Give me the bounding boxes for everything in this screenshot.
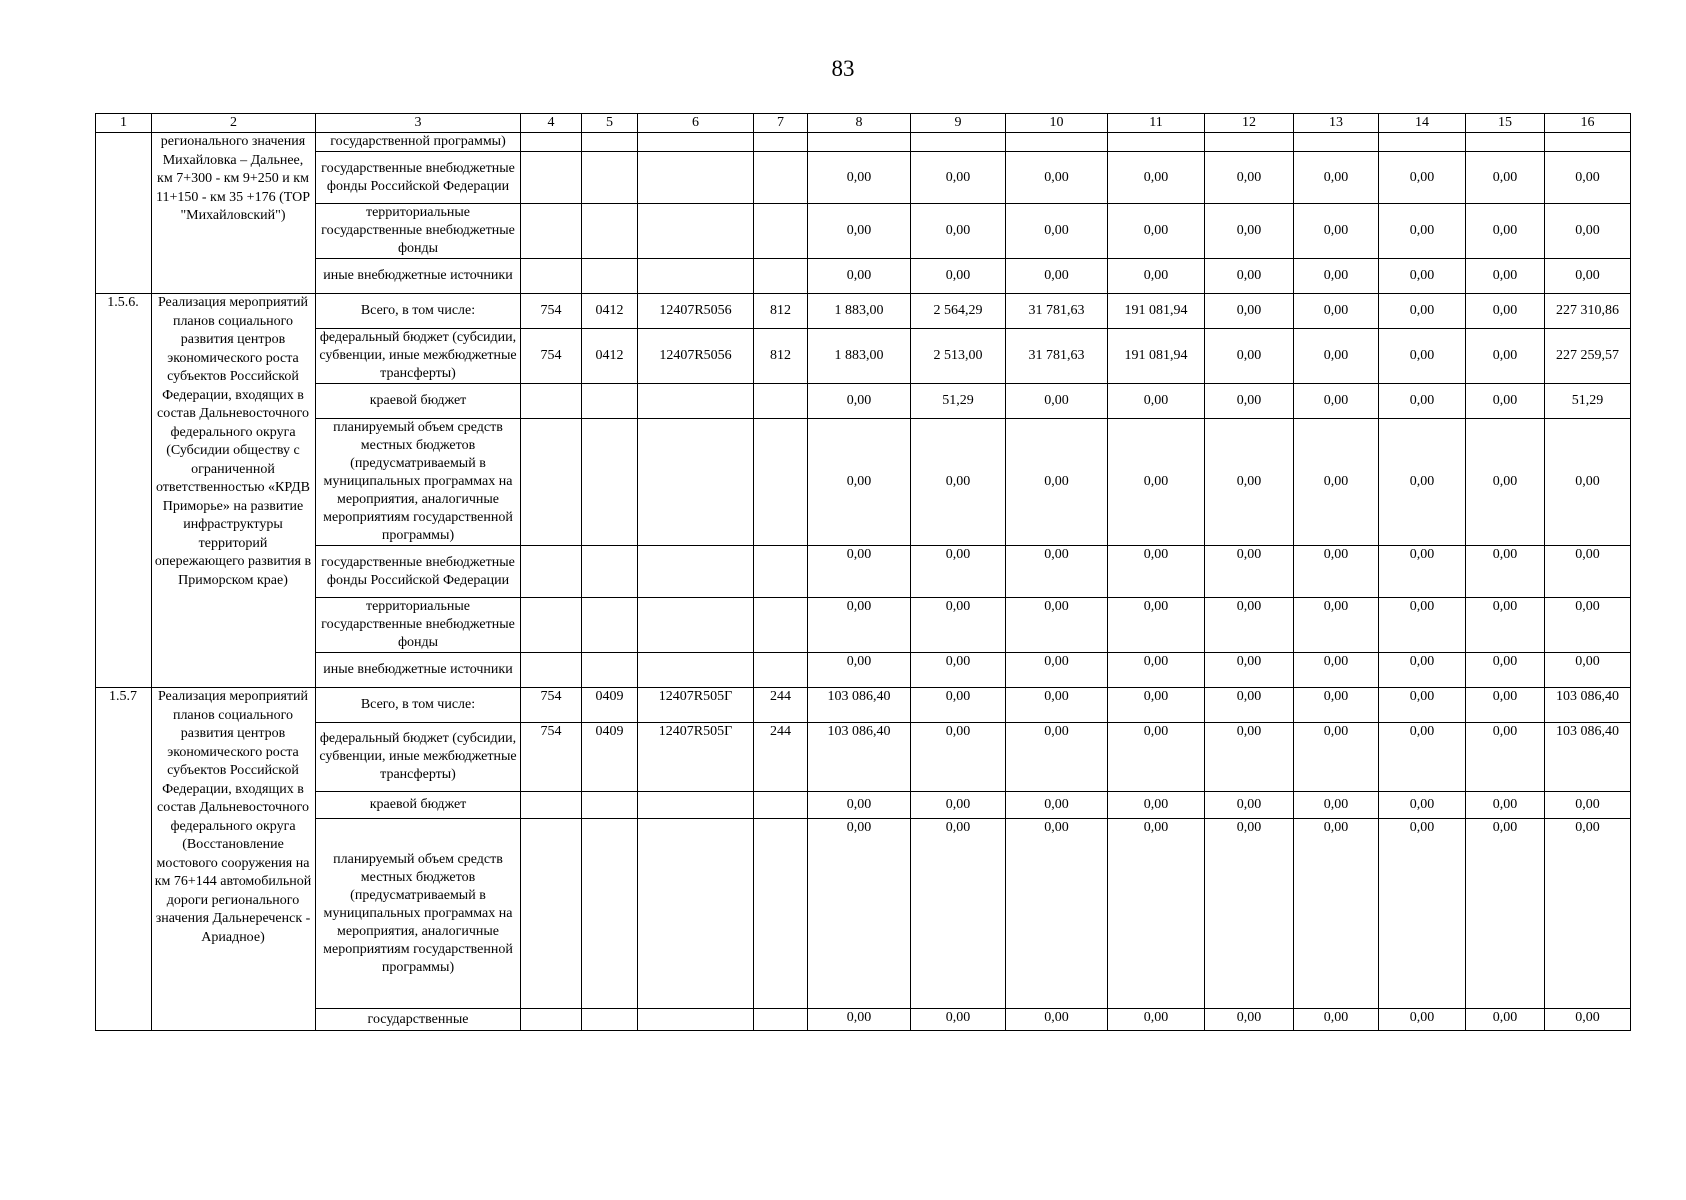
- amount-cell: 0,00: [911, 152, 1006, 204]
- column-number-cell: 11: [1108, 114, 1205, 133]
- section-code: [582, 133, 638, 152]
- target-article-code: [638, 259, 754, 294]
- funding-source: государственные: [316, 1009, 521, 1031]
- amount-cell: 227 310,86: [1545, 294, 1631, 329]
- amount-cell: 0,00: [911, 819, 1006, 1009]
- amount-cell: 0,00: [1006, 653, 1108, 688]
- section-code: [582, 1009, 638, 1031]
- amount-cell: 0,00: [1379, 688, 1466, 723]
- column-number-cell: 7: [754, 114, 808, 133]
- target-article-code: 12407R5056: [638, 294, 754, 329]
- section-code: [582, 546, 638, 598]
- amount-cell: 191 081,94: [1108, 329, 1205, 384]
- amount-cell: [1379, 133, 1466, 152]
- amount-cell: 0,00: [911, 792, 1006, 819]
- amount-cell: [1466, 133, 1545, 152]
- amount-cell: 0,00: [1205, 1009, 1294, 1031]
- amount-cell: 0,00: [1294, 653, 1379, 688]
- table-row: [96, 1009, 1631, 1031]
- section-code: [582, 152, 638, 204]
- amount-cell: 0,00: [808, 598, 911, 653]
- expense-type-code: [754, 259, 808, 294]
- amount-cell: 103 086,40: [808, 688, 911, 723]
- amount-cell: 0,00: [1466, 598, 1545, 653]
- amount-cell: 0,00: [1108, 688, 1205, 723]
- amount-cell: 0,00: [911, 204, 1006, 259]
- column-number-cell: 13: [1294, 114, 1379, 133]
- section-code: 0412: [582, 294, 638, 329]
- grbs-code: 754: [521, 329, 582, 384]
- amount-cell: 0,00: [911, 259, 1006, 294]
- table-row: [96, 653, 1631, 688]
- grbs-code: [521, 598, 582, 653]
- amount-cell: 0,00: [1379, 294, 1466, 329]
- column-number-row: [96, 114, 1631, 133]
- funding-source: планируемый объем средств местных бюджетов (предусматриваемый в муниципальных программах на мероприятия, аналогичные мероприятиям государственной программы): [316, 819, 521, 1009]
- amount-cell: 0,00: [1205, 204, 1294, 259]
- expense-type-code: [754, 819, 808, 1009]
- funding-source: государственные внебюджетные фонды Российской Федерации: [316, 546, 521, 598]
- amount-cell: 0,00: [1108, 419, 1205, 546]
- column-number-cell: 9: [911, 114, 1006, 133]
- amount-cell: 0,00: [808, 152, 911, 204]
- amount-cell: 0,00: [808, 653, 911, 688]
- amount-cell: 103 086,40: [1545, 688, 1631, 723]
- amount-cell: 1 883,00: [808, 329, 911, 384]
- amount-cell: 0,00: [1294, 792, 1379, 819]
- amount-cell: 0,00: [1205, 723, 1294, 792]
- table-row: [96, 384, 1631, 419]
- table-row: [96, 598, 1631, 653]
- amount-cell: 0,00: [1466, 819, 1545, 1009]
- amount-cell: [1108, 133, 1205, 152]
- amount-cell: 0,00: [808, 1009, 911, 1031]
- amount-cell: 0,00: [808, 419, 911, 546]
- amount-cell: 0,00: [1205, 152, 1294, 204]
- amount-cell: 0,00: [1545, 152, 1631, 204]
- expense-type-code: [754, 1009, 808, 1031]
- amount-cell: [1545, 133, 1631, 152]
- grbs-code: [521, 819, 582, 1009]
- amount-cell: 0,00: [1379, 723, 1466, 792]
- amount-cell: 0,00: [1205, 819, 1294, 1009]
- amount-cell: 0,00: [1205, 259, 1294, 294]
- expense-type-code: 244: [754, 688, 808, 723]
- amount-cell: 0,00: [1108, 598, 1205, 653]
- column-number-cell: 12: [1205, 114, 1294, 133]
- amount-cell: 0,00: [1545, 819, 1631, 1009]
- amount-cell: 0,00: [1379, 204, 1466, 259]
- amount-cell: 0,00: [1294, 546, 1379, 598]
- target-article-code: [638, 133, 754, 152]
- amount-cell: 0,00: [911, 419, 1006, 546]
- funding-source: планируемый объем средств местных бюджетов (предусматриваемый в муниципальных программах на мероприятия, аналогичные мероприятиям государственной программы): [316, 419, 521, 546]
- amount-cell: 0,00: [1205, 598, 1294, 653]
- amount-cell: 0,00: [1294, 819, 1379, 1009]
- funding-source: краевой бюджет: [316, 384, 521, 419]
- column-number-cell: 16: [1545, 114, 1631, 133]
- amount-cell: 0,00: [1545, 546, 1631, 598]
- grbs-code: 754: [521, 294, 582, 329]
- section-code: [582, 598, 638, 653]
- amount-cell: 0,00: [1294, 419, 1379, 546]
- amount-cell: 0,00: [1108, 792, 1205, 819]
- section-code: [582, 259, 638, 294]
- amount-cell: 0,00: [1006, 546, 1108, 598]
- amount-cell: 0,00: [1379, 329, 1466, 384]
- amount-cell: 0,00: [1545, 259, 1631, 294]
- item-number: [96, 133, 152, 294]
- amount-cell: 0,00: [1379, 819, 1466, 1009]
- amount-cell: 0,00: [911, 1009, 1006, 1031]
- column-number-cell: 5: [582, 114, 638, 133]
- expense-type-code: [754, 152, 808, 204]
- amount-cell: 0,00: [1379, 598, 1466, 653]
- amount-cell: 0,00: [1006, 1009, 1108, 1031]
- table-row: [96, 133, 1631, 152]
- grbs-code: [521, 384, 582, 419]
- section-code: 0409: [582, 688, 638, 723]
- amount-cell: [1006, 133, 1108, 152]
- amount-cell: 0,00: [1205, 419, 1294, 546]
- table-row: [96, 546, 1631, 598]
- amount-cell: 0,00: [1108, 653, 1205, 688]
- target-article-code: 12407R505Г: [638, 723, 754, 792]
- amount-cell: 0,00: [1006, 598, 1108, 653]
- section-code: [582, 204, 638, 259]
- amount-cell: 2 564,29: [911, 294, 1006, 329]
- amount-cell: 0,00: [1545, 1009, 1631, 1031]
- amount-cell: 51,29: [911, 384, 1006, 419]
- funding-source: иные внебюджетные источники: [316, 653, 521, 688]
- target-article-code: [638, 419, 754, 546]
- amount-cell: 0,00: [1466, 204, 1545, 259]
- amount-cell: 0,00: [1205, 688, 1294, 723]
- amount-cell: 0,00: [1294, 294, 1379, 329]
- amount-cell: [1294, 133, 1379, 152]
- target-article-code: [638, 1009, 754, 1031]
- item-name: регионального значения Михайловка – Дальнее, км 7+300 - км 9+250 и км 11+150 - км 35 +176 (ТОР "Михайловский"): [152, 133, 316, 294]
- funding-source: государственной программы): [316, 133, 521, 152]
- amount-cell: 0,00: [1006, 259, 1108, 294]
- column-number-cell: 14: [1379, 114, 1466, 133]
- amount-cell: 0,00: [1466, 419, 1545, 546]
- amount-cell: 0,00: [808, 792, 911, 819]
- amount-cell: 0,00: [808, 384, 911, 419]
- column-number-cell: 6: [638, 114, 754, 133]
- expense-type-code: [754, 204, 808, 259]
- section-code: [582, 792, 638, 819]
- grbs-code: [521, 546, 582, 598]
- grbs-code: [521, 1009, 582, 1031]
- amount-cell: 0,00: [1545, 204, 1631, 259]
- amount-cell: 0,00: [1466, 152, 1545, 204]
- amount-cell: 0,00: [1466, 259, 1545, 294]
- amount-cell: 1 883,00: [808, 294, 911, 329]
- amount-cell: 0,00: [1379, 384, 1466, 419]
- amount-cell: 0,00: [808, 546, 911, 598]
- amount-cell: 0,00: [808, 819, 911, 1009]
- amount-cell: [808, 133, 911, 152]
- amount-cell: 0,00: [1108, 723, 1205, 792]
- item-name: Реализация мероприятий планов социального развития центров экономического роста субъектов Российской Федерации, входящих в состав Дальневосточного федерального округа (Восстановление мостового сооружения на км 76+144 автомобильной дороги регионального значения Дальнереченск - Ариадное): [152, 688, 316, 1031]
- table-row: [96, 204, 1631, 259]
- amount-cell: 0,00: [1108, 152, 1205, 204]
- amount-cell: 0,00: [1205, 653, 1294, 688]
- expense-type-code: 812: [754, 294, 808, 329]
- funding-source: территориальные государственные внебюджетные фонды: [316, 598, 521, 653]
- amount-cell: 0,00: [1006, 204, 1108, 259]
- target-article-code: [638, 653, 754, 688]
- target-article-code: [638, 819, 754, 1009]
- column-number-cell: 4: [521, 114, 582, 133]
- target-article-code: [638, 546, 754, 598]
- expense-type-code: [754, 419, 808, 546]
- expense-type-code: [754, 792, 808, 819]
- item-number: 1.5.7: [96, 688, 152, 1031]
- amount-cell: 0,00: [1466, 723, 1545, 792]
- amount-cell: 0,00: [1294, 259, 1379, 294]
- target-article-code: 12407R505Г: [638, 688, 754, 723]
- table-row: [96, 723, 1631, 792]
- grbs-code: [521, 653, 582, 688]
- amount-cell: 0,00: [1006, 688, 1108, 723]
- grbs-code: [521, 792, 582, 819]
- expense-type-code: [754, 653, 808, 688]
- amount-cell: 0,00: [1006, 819, 1108, 1009]
- amount-cell: 0,00: [1545, 653, 1631, 688]
- table-row: [96, 259, 1631, 294]
- page-number: 83: [831, 56, 855, 81]
- amount-cell: 0,00: [1379, 152, 1466, 204]
- table-row: [96, 419, 1631, 546]
- amount-cell: 2 513,00: [911, 329, 1006, 384]
- amount-cell: 0,00: [911, 598, 1006, 653]
- amount-cell: 0,00: [1294, 204, 1379, 259]
- amount-cell: 0,00: [1205, 294, 1294, 329]
- amount-cell: 0,00: [1108, 384, 1205, 419]
- amount-cell: 191 081,94: [1108, 294, 1205, 329]
- section-code: 0412: [582, 329, 638, 384]
- table-row: [96, 792, 1631, 819]
- target-article-code: [638, 384, 754, 419]
- expense-type-code: [754, 133, 808, 152]
- section-code: [582, 384, 638, 419]
- amount-cell: 0,00: [1006, 384, 1108, 419]
- amount-cell: 0,00: [1294, 329, 1379, 384]
- expense-type-code: 812: [754, 329, 808, 384]
- amount-cell: 0,00: [1294, 688, 1379, 723]
- table-row: [96, 819, 1631, 1009]
- expense-type-code: [754, 384, 808, 419]
- column-number-cell: 15: [1466, 114, 1545, 133]
- funding-source: Всего, в том числе:: [316, 688, 521, 723]
- expense-type-code: 244: [754, 723, 808, 792]
- amount-cell: 0,00: [1006, 792, 1108, 819]
- amount-cell: 0,00: [1466, 384, 1545, 419]
- amount-cell: 0,00: [1294, 1009, 1379, 1031]
- target-article-code: [638, 792, 754, 819]
- amount-cell: 0,00: [1108, 204, 1205, 259]
- amount-cell: 0,00: [1294, 384, 1379, 419]
- column-number-cell: 10: [1006, 114, 1108, 133]
- amount-cell: 31 781,63: [1006, 294, 1108, 329]
- target-article-code: [638, 204, 754, 259]
- section-code: 0409: [582, 723, 638, 792]
- item-number: 1.5.6.: [96, 294, 152, 688]
- grbs-code: [521, 152, 582, 204]
- grbs-code: 754: [521, 723, 582, 792]
- funding-source: федеральный бюджет (субсидии, субвенции, иные межбюджетные трансферты): [316, 723, 521, 792]
- column-number-cell: 1: [96, 114, 152, 133]
- expense-type-code: [754, 546, 808, 598]
- amount-cell: 0,00: [1294, 723, 1379, 792]
- funding-source: территориальные государственные внебюджетные фонды: [316, 204, 521, 259]
- amount-cell: [1205, 133, 1294, 152]
- amount-cell: 0,00: [1466, 294, 1545, 329]
- amount-cell: 0,00: [1006, 152, 1108, 204]
- amount-cell: 0,00: [911, 723, 1006, 792]
- amount-cell: 31 781,63: [1006, 329, 1108, 384]
- amount-cell: 103 086,40: [808, 723, 911, 792]
- grbs-code: 754: [521, 688, 582, 723]
- column-number-cell: 8: [808, 114, 911, 133]
- table-body: [96, 114, 1631, 1031]
- expense-type-code: [754, 598, 808, 653]
- amount-cell: 0,00: [1379, 419, 1466, 546]
- amount-cell: 0,00: [1379, 546, 1466, 598]
- amount-cell: 0,00: [1545, 419, 1631, 546]
- table-row: [96, 329, 1631, 384]
- amount-cell: 0,00: [1466, 329, 1545, 384]
- amount-cell: 0,00: [808, 204, 911, 259]
- amount-cell: 0,00: [1545, 598, 1631, 653]
- amount-cell: 0,00: [911, 653, 1006, 688]
- funding-source: краевой бюджет: [316, 792, 521, 819]
- funding-source: государственные внебюджетные фонды Российской Федерации: [316, 152, 521, 204]
- amount-cell: 0,00: [1205, 792, 1294, 819]
- amount-cell: 0,00: [1379, 792, 1466, 819]
- amount-cell: 0,00: [1294, 598, 1379, 653]
- section-code: [582, 653, 638, 688]
- table-row: [96, 294, 1631, 329]
- amount-cell: 0,00: [1205, 384, 1294, 419]
- target-article-code: 12407R5056: [638, 329, 754, 384]
- funding-source: иные внебюджетные источники: [316, 259, 521, 294]
- amount-cell: 227 259,57: [1545, 329, 1631, 384]
- amount-cell: 0,00: [1466, 688, 1545, 723]
- item-name: Реализация мероприятий планов социального развития центров экономического роста субъектов Российской Федерации, входящих в состав Дальневосточного федерального округа (Субсидии обществу с ограниченной ответственностью «КРДВ Приморье» на развитие инфраструктуры территорий опережающего развития в Приморском крае): [152, 294, 316, 688]
- target-article-code: [638, 598, 754, 653]
- amount-cell: 0,00: [1379, 259, 1466, 294]
- table-row: [96, 152, 1631, 204]
- amount-cell: [911, 133, 1006, 152]
- amount-cell: 0,00: [1205, 329, 1294, 384]
- budget-table: [95, 113, 1631, 1031]
- amount-cell: 0,00: [1108, 259, 1205, 294]
- amount-cell: 0,00: [1466, 653, 1545, 688]
- grbs-code: [521, 204, 582, 259]
- amount-cell: 103 086,40: [1545, 723, 1631, 792]
- funding-source: федеральный бюджет (субсидии, субвенции, иные межбюджетные трансферты): [316, 329, 521, 384]
- grbs-code: [521, 419, 582, 546]
- amount-cell: 0,00: [808, 259, 911, 294]
- amount-cell: 0,00: [911, 546, 1006, 598]
- table-row: [96, 688, 1631, 723]
- amount-cell: 0,00: [1006, 419, 1108, 546]
- section-code: [582, 419, 638, 546]
- grbs-code: [521, 259, 582, 294]
- column-number-cell: 2: [152, 114, 316, 133]
- column-number-cell: 3: [316, 114, 521, 133]
- grbs-code: [521, 133, 582, 152]
- amount-cell: 0,00: [1205, 546, 1294, 598]
- amount-cell: 0,00: [1466, 1009, 1545, 1031]
- amount-cell: 0,00: [1545, 792, 1631, 819]
- amount-cell: 0,00: [1006, 723, 1108, 792]
- amount-cell: 0,00: [1108, 546, 1205, 598]
- target-article-code: [638, 152, 754, 204]
- amount-cell: 0,00: [1108, 819, 1205, 1009]
- amount-cell: 0,00: [1294, 152, 1379, 204]
- amount-cell: 51,29: [1545, 384, 1631, 419]
- section-code: [582, 819, 638, 1009]
- amount-cell: 0,00: [1466, 792, 1545, 819]
- amount-cell: 0,00: [1379, 653, 1466, 688]
- amount-cell: 0,00: [1108, 1009, 1205, 1031]
- amount-cell: 0,00: [1379, 1009, 1466, 1031]
- funding-source: Всего, в том числе:: [316, 294, 521, 329]
- amount-cell: 0,00: [911, 688, 1006, 723]
- amount-cell: 0,00: [1466, 546, 1545, 598]
